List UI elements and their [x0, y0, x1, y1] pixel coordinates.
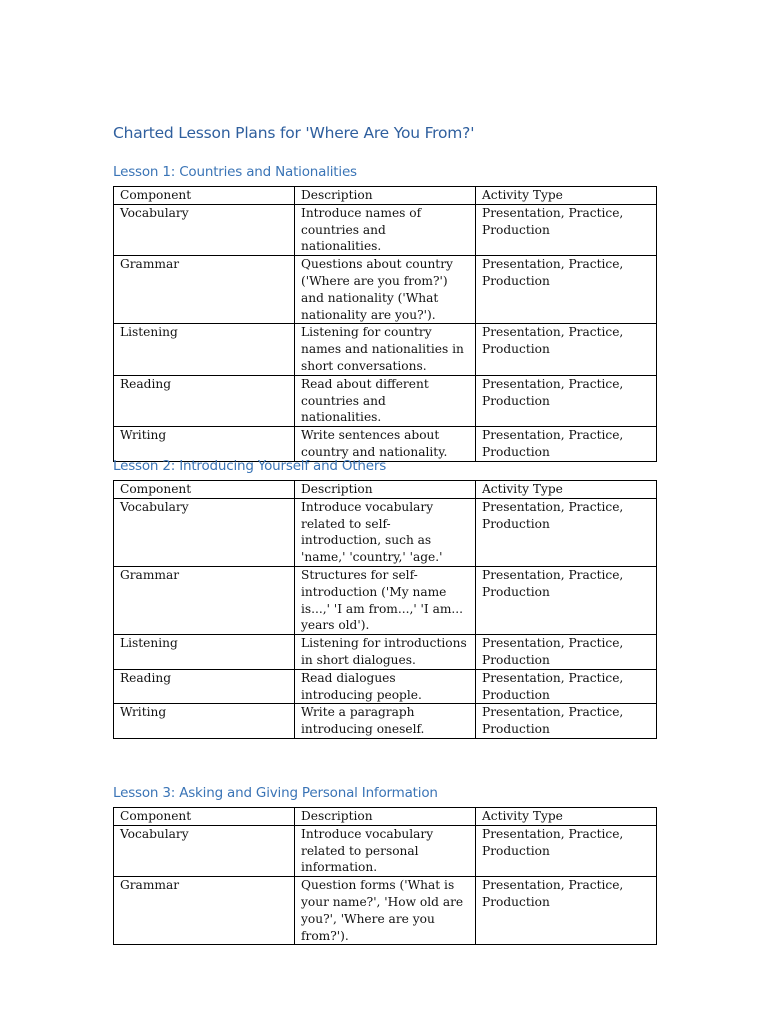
header-description: Description — [295, 187, 476, 205]
description-cell: Listening for country names and nationalities in short conversations. — [295, 324, 476, 375]
activity-cell: Presentation, Practice, Production — [476, 375, 657, 426]
table-row — [114, 669, 657, 704]
activity-cell: Presentation, Practice, Production — [476, 427, 657, 462]
header-activity-type: Activity Type — [476, 481, 657, 499]
activity-cell: Presentation, Practice, Production — [476, 256, 657, 324]
activity-cell: Presentation, Practice, Production — [476, 204, 657, 255]
lesson-1-table — [113, 186, 657, 462]
component-cell: Vocabulary — [114, 204, 295, 255]
lesson-2-heading: Lesson 2: Introducing Yourself and Others — [113, 458, 387, 474]
header-activity-type: Activity Type — [476, 808, 657, 826]
table-row — [114, 324, 657, 375]
table-row — [114, 498, 657, 566]
activity-cell: Presentation, Practice, Production — [476, 566, 657, 634]
lesson-3-table — [113, 807, 657, 945]
component-cell: Writing — [114, 427, 295, 462]
description-cell: Introduce vocabulary related to personal information. — [295, 825, 476, 876]
component-cell: Grammar — [114, 566, 295, 634]
table-row — [114, 877, 657, 945]
activity-cell: Presentation, Practice, Production — [476, 324, 657, 375]
header-description: Description — [295, 481, 476, 499]
description-cell: Listening for introductions in short dialogues. — [295, 635, 476, 670]
description-cell: Write a paragraph introducing oneself. — [295, 704, 476, 739]
description-cell: Read about different countries and nationalities. — [295, 375, 476, 426]
table-row — [114, 375, 657, 426]
document-title: Charted Lesson Plans for 'Where Are You From?' — [113, 124, 475, 142]
table-row — [114, 566, 657, 634]
table-header-row — [114, 187, 657, 205]
header-description: Description — [295, 808, 476, 826]
header-component: Component — [114, 481, 295, 499]
activity-cell: Presentation, Practice, Production — [476, 704, 657, 739]
description-cell: Questions about country ('Where are you from?') and nationality ('What nationality are you?'). — [295, 256, 476, 324]
header-component: Component — [114, 187, 295, 205]
table-row — [114, 704, 657, 739]
table-row — [114, 256, 657, 324]
component-cell: Reading — [114, 375, 295, 426]
table-row — [114, 427, 657, 462]
table-row — [114, 825, 657, 876]
table-header-row — [114, 481, 657, 499]
component-cell: Vocabulary — [114, 825, 295, 876]
table-row — [114, 635, 657, 670]
description-cell: Structures for self-introduction ('My name is...,' 'I am from...,' 'I am... years old'). — [295, 566, 476, 634]
component-cell: Listening — [114, 324, 295, 375]
component-cell: Grammar — [114, 256, 295, 324]
header-activity-type: Activity Type — [476, 187, 657, 205]
activity-cell: Presentation, Practice, Production — [476, 877, 657, 945]
activity-cell: Presentation, Practice, Production — [476, 669, 657, 704]
table-row — [114, 204, 657, 255]
lesson-2-table — [113, 480, 657, 739]
activity-cell: Presentation, Practice, Production — [476, 825, 657, 876]
component-cell: Reading — [114, 669, 295, 704]
description-cell: Read dialogues introducing people. — [295, 669, 476, 704]
header-component: Component — [114, 808, 295, 826]
table-header-row — [114, 808, 657, 826]
description-cell: Write sentences about country and nationality. — [295, 427, 476, 462]
activity-cell: Presentation, Practice, Production — [476, 635, 657, 670]
description-cell: Introduce names of countries and nationalities. — [295, 204, 476, 255]
description-cell: Introduce vocabulary related to self-introduction, such as 'name,' 'country,' 'age.' — [295, 498, 476, 566]
component-cell: Vocabulary — [114, 498, 295, 566]
lesson-3-heading: Lesson 3: Asking and Giving Personal Information — [113, 785, 438, 801]
activity-cell: Presentation, Practice, Production — [476, 498, 657, 566]
lesson-1-heading: Lesson 1: Countries and Nationalities — [113, 164, 357, 180]
component-cell: Grammar — [114, 877, 295, 945]
description-cell: Question forms ('What is your name?', 'How old are you?', 'Where are you from?'). — [295, 877, 476, 945]
component-cell: Writing — [114, 704, 295, 739]
component-cell: Listening — [114, 635, 295, 670]
